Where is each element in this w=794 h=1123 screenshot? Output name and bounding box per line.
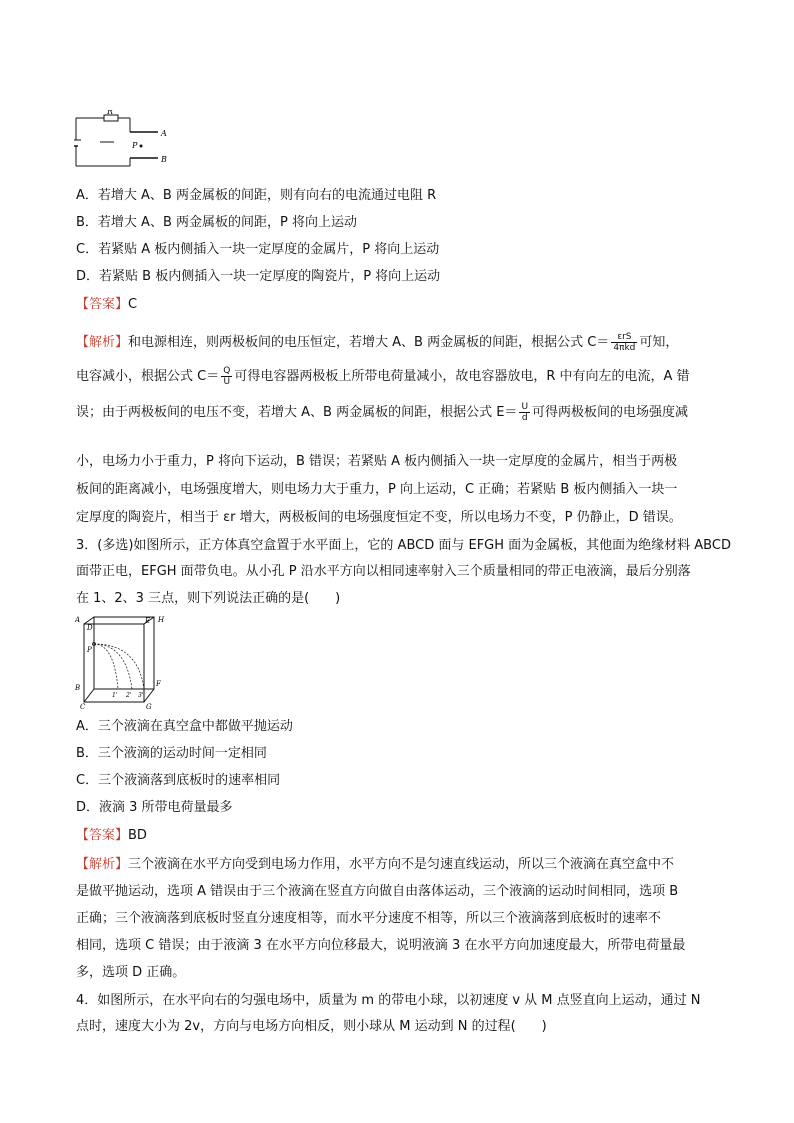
svg-text:P: P (87, 646, 92, 654)
q3-answer: 【答案】BD (76, 828, 147, 843)
q2-option-a: A．若增大 A、B 两金属板的间距，则有向右的电流通过电阻 R (76, 188, 437, 203)
q2-answer (76, 297, 137, 313)
svg-text:B: B (75, 684, 81, 692)
q-over-u-fraction: $\frac{Q}{U}$ (223, 366, 231, 387)
svg-text:1': 1' (112, 692, 118, 699)
q2-option-d: D．若紧贴 B 板内侧插入一块一定厚度的陶瓷片，P 将向上运动 (76, 269, 441, 284)
svg-text:G: G (146, 703, 152, 710)
q3-option-b: B．三个液滴的运动时间一定相同 (76, 746, 267, 761)
u-over-d-fraction: $\frac{U}{d}$ (521, 402, 529, 423)
q3-stem-line-2: 面带正电，EFGH 面带负电。从小孔 P 沿水平方向以相同速率射入三个质量相同的带正电液滴，最后分别落 (76, 564, 691, 579)
label-B: B (161, 155, 167, 164)
q2-analysis-line-2: 电容减小，根据公式 C＝ $\frac{Q}{U}$ 可得电容器两极板上所带电荷量减小，故电容器放电，R 中有向左的电流，A 错 (76, 366, 690, 387)
q4-stem-line-2: 点时，速度大小为 2v，方向与电场方向相反，则小球从 M 运动到 N 的过程( ) (76, 1019, 547, 1034)
q3-stem-line-1: 3．(多选)如图所示，正方体真空盒置于水平面上，它的 ABCD 面与 EFGH 面为金属板，其他面为绝缘材料 ABCD (76, 538, 731, 553)
label-R: R (107, 110, 114, 116)
q2-option-b: B．若增大 A、B 两金属板的间距，P 将向上运动 (76, 215, 357, 230)
q2-analysis-line-1: 【解析】和电源相连，则两极板间的电压恒定，若增大 A、B 两金属板的间距，根据公式 C＝ $\frac{\text{εrS}}{\text{4πkd}}$ 可知， (76, 332, 679, 353)
svg-text:F: F (156, 680, 161, 688)
charged-particle-dot (140, 145, 143, 148)
q3-analysis-line-5: 多，选项 D 正确。 (76, 965, 186, 980)
q2-analysis-line-5: 板间的距离减小，电场强度增大，则电场力大于重力，P 向上运动，C 正确；若紧贴 B 板内侧插入一块一 (76, 482, 678, 497)
q3-analysis-line-3: 正确；三个液滴落到底板时竖直分速度相等，而水平分速度不相等，所以三个液滴落到底板时的速率不 (76, 911, 662, 926)
svg-text:D: D (87, 624, 93, 632)
q2-analysis-line-6: 定厚度的陶瓷片，相当于 εr 增大，两极板间的电场强度恒定不变，所以电场力不变，P 仍静止，D 错误。 (76, 510, 682, 525)
label-P: P (132, 141, 138, 150)
q2-analysis-line-3: 误；由于两极板间的电压不变，若增大 A、B 两金属板的间距，根据公式 E＝ $\frac{U}{d}$ 可得两极板间的电场强度减 (76, 402, 689, 423)
q2-analysis-line-4: 小，电场力小于重力，P 将向下运动，B 错误；若紧贴 A 板内侧插入一块一定厚度的金属片，相当于两极 (76, 454, 678, 469)
svg-text:A: A (75, 616, 81, 624)
q3-analysis-line-2: 是做平抛运动，选项 A 错误由于三个液滴在竖直方向做自由落体运动，三个液滴的运动时间相同，选项 B (76, 884, 679, 899)
answer-value: C (128, 297, 138, 312)
svg-text:E: E (145, 617, 151, 625)
capacitance-fraction: $\frac{\text{εrS}}{\text{4πkd}}$ (613, 332, 636, 353)
q3-analysis-line-1: 【解析】三个液滴在水平方向受到电场力作用，水平方向不是匀速直线运动，所以三个液滴在真空盒中不 (76, 857, 675, 872)
label-A: A (161, 129, 167, 138)
svg-text:3': 3' (138, 692, 144, 699)
circuit-figure (74, 110, 174, 170)
q3-stem-line-3: 在 1、2、3 三点，则下列说法正确的是( ) (76, 591, 341, 606)
svg-text:H: H (158, 616, 165, 624)
analysis-tag: 【解析】 (76, 335, 129, 350)
svg-text:2': 2' (126, 692, 132, 699)
cube-figure (74, 614, 184, 710)
q3-analysis-line-4: 相同，选项 C 错误；由于液滴 3 在水平方向位移最大，说明液滴 3 在水平方向加速度最大，所带电荷量最 (76, 938, 686, 953)
q3-option-d: D．液滴 3 所带电荷量最多 (76, 800, 233, 815)
q2-option-c: C．若紧贴 A 板内侧插入一块一定厚度的金属片，P 将向上运动 (76, 242, 440, 257)
q3-option-c: C．三个液滴落到底板时的速率相同 (76, 773, 281, 788)
svg-text:C: C (80, 703, 86, 710)
answer-tag: 【答案】 (76, 297, 129, 312)
q4-stem-line-1: 4．如图所示，在水平向右的匀强电场中，质量为 m 的带电小球，以初速度 v 从 M 点竖直向上运动，通过 N (76, 993, 701, 1008)
q3-option-a: A．三个液滴在真空盒中都做平抛运动 (76, 719, 293, 734)
